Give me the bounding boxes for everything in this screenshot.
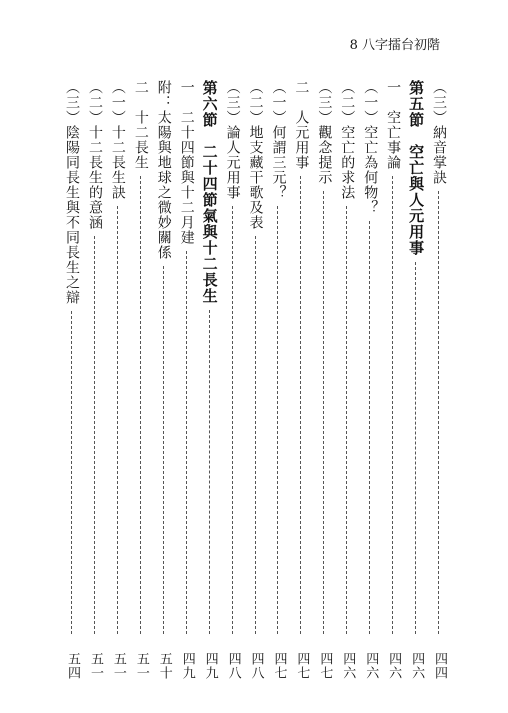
toc-entry-page: 五一 — [133, 652, 149, 680]
toc-entry — [244, 80, 267, 680]
toc-entry-title: （三）論人元用事 — [224, 80, 241, 200]
toc-entry — [266, 80, 289, 680]
toc-entry-page: 四七 — [271, 652, 287, 680]
table-of-contents — [60, 80, 450, 680]
toc-entry-title: 一 空亡事論 — [385, 80, 402, 170]
dot-leader — [71, 311, 72, 634]
toc-entry-title: 二 人元用事 — [293, 80, 310, 170]
toc-entry — [152, 80, 175, 680]
toc-entry — [427, 80, 450, 680]
running-header: 8 八字擂台初階 — [349, 38, 440, 53]
toc-entry — [312, 80, 335, 680]
toc-entry-title: （二）空亡的求法 — [339, 80, 356, 200]
toc-entry-title: （三）觀念提示 — [316, 80, 333, 185]
dot-leader — [369, 221, 370, 634]
toc-entry-title: （一）空亡為何物？ — [362, 80, 379, 215]
toc-entry-title: 二 十二長生 — [132, 80, 149, 170]
toc-entry — [221, 80, 244, 680]
toc-entry-title: （三）納音掌訣 — [431, 80, 447, 185]
toc-entry-page: 五一 — [87, 652, 103, 680]
toc-entry — [335, 80, 358, 680]
dot-leader — [392, 176, 393, 634]
toc-entry — [83, 80, 106, 680]
dot-leader — [255, 236, 256, 634]
dot-leader — [232, 206, 233, 634]
toc-entry-page: 四八 — [248, 652, 264, 680]
toc-entry-title: 附：太陽與地球之微妙關係 — [155, 80, 172, 260]
toc-entry-page: 四六 — [363, 652, 379, 680]
toc-entry-page: 五一 — [110, 652, 126, 680]
toc-entry-page: 四九 — [179, 652, 195, 680]
toc-entry-page: 四六 — [340, 652, 356, 680]
toc-entry — [60, 80, 83, 680]
dot-leader — [186, 251, 187, 634]
toc-entry-title: 一 二十四節與十二月建 — [178, 80, 195, 245]
toc-entry-page: 五四 — [65, 652, 80, 680]
toc-entry-page: 四四 — [432, 652, 447, 680]
toc-entry-title: （二）十二長生的意涵 — [86, 80, 103, 230]
dot-leader — [346, 206, 347, 634]
toc-entry-page: 四七 — [317, 652, 333, 680]
dot-leader — [300, 176, 301, 634]
toc-entry-title: （三）陰陽同長生與不同長生之辯 — [64, 80, 80, 305]
dot-leader — [140, 176, 141, 634]
dot-leader — [415, 262, 416, 634]
toc-entry-page: 五十 — [156, 652, 172, 680]
toc-entry — [381, 80, 404, 680]
dot-leader — [94, 236, 95, 634]
toc-entry — [198, 80, 221, 680]
toc-entry-title: 第五節 空亡與人元用事 — [407, 80, 426, 256]
toc-entry-title: （二）地支藏干歌及表 — [247, 80, 264, 230]
toc-entry-title: 第六節 二十四節氣與十二長生 — [200, 80, 219, 304]
toc-entry-page: 四七 — [294, 652, 310, 680]
toc-entry — [129, 80, 152, 680]
toc-entry-page: 四九 — [202, 652, 218, 680]
toc-entry — [404, 80, 427, 680]
dot-leader — [163, 266, 164, 634]
toc-entry-title: （一）何謂三元？ — [270, 80, 287, 200]
dot-leader — [209, 310, 210, 634]
toc-entry-title: （一）十二長生訣 — [109, 80, 126, 200]
toc-entry — [358, 80, 381, 680]
toc-entry — [175, 80, 198, 680]
toc-entry-page: 四八 — [225, 652, 241, 680]
dot-leader — [277, 206, 278, 634]
dot-leader — [438, 191, 439, 634]
toc-entry-page: 四六 — [386, 652, 402, 680]
dot-leader — [323, 191, 324, 634]
toc-entry-page: 四六 — [409, 652, 425, 680]
dot-leader — [117, 206, 118, 634]
toc-entry — [289, 80, 312, 680]
toc-entry — [106, 80, 129, 680]
